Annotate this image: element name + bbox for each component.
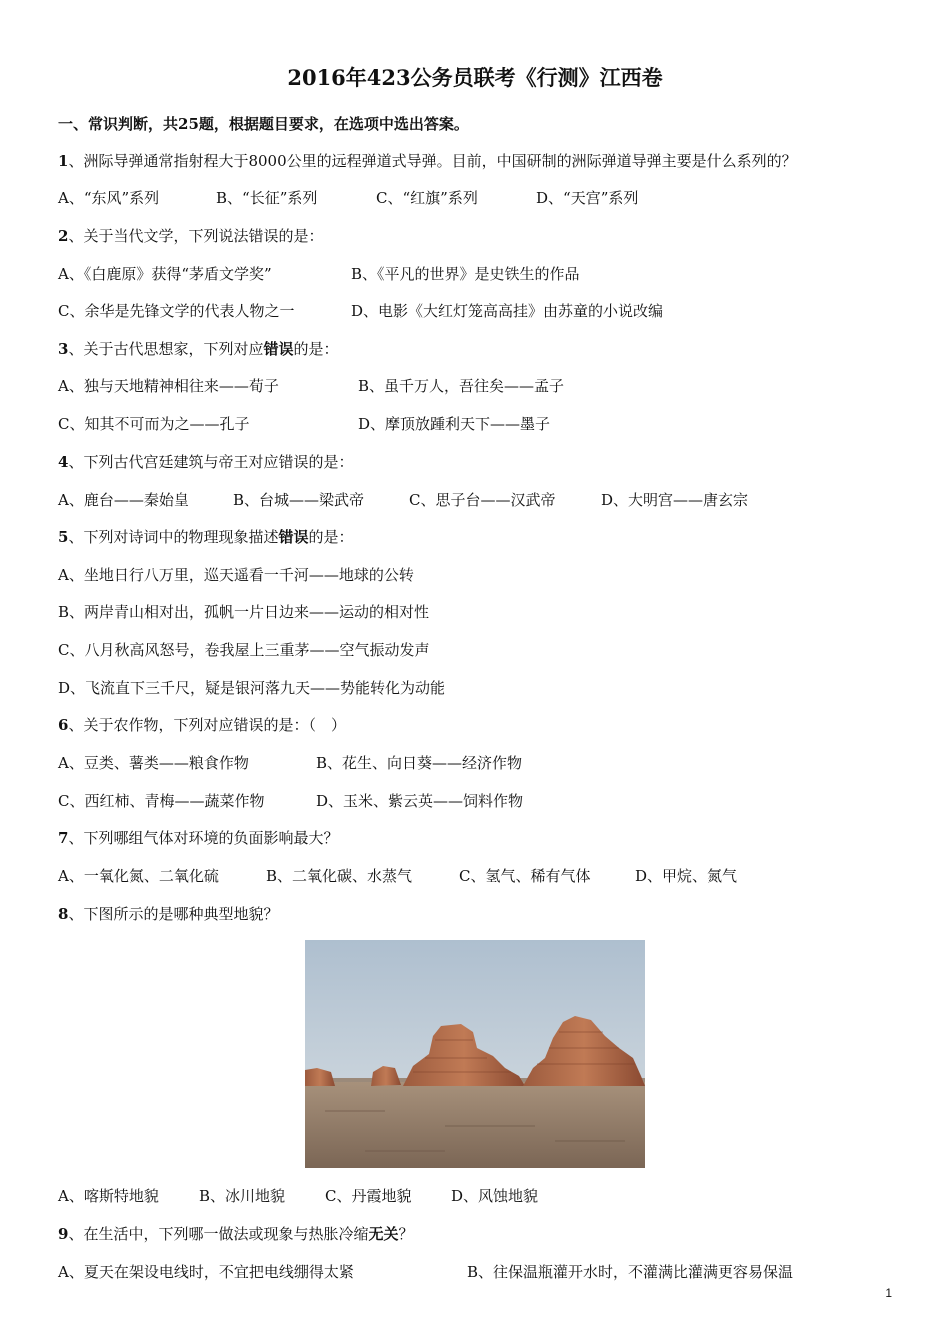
option-d: D、玉米、紫云英——饲料作物 — [316, 792, 524, 810]
options-q7 — [58, 866, 737, 886]
question-7 — [58, 828, 338, 848]
option-c: C、八月秋高风怒号，卷我屋上三重茅——空气振动发声 — [58, 641, 430, 659]
option-d: D、风蚀地貌 — [451, 1187, 539, 1205]
question-text: 、下列古代宫廷建筑与帝王对应错误的是： — [68, 453, 354, 471]
option-c: C、思子台——汉武帝 — [409, 491, 556, 509]
option-b: B、冰川地貌 — [199, 1187, 286, 1205]
option-a: A、独与天地精神相往来——荀子 — [58, 377, 279, 395]
emphasis-text: 错误 — [278, 528, 309, 546]
option-a: A、夏天在架设电线时，不宜把电线绷得太紧 — [58, 1263, 354, 1281]
option-a: A、“东风”系列 — [58, 189, 160, 207]
option-d: D、飞流直下三千尺，疑是银河落九天——势能转化为动能 — [58, 679, 446, 697]
question-1 — [58, 151, 797, 171]
question-number: 2 — [58, 227, 69, 245]
options-q2-row2 — [58, 301, 663, 321]
option-b: B、两岸青山相对出，孤帆一片日边来——运动的相对性 — [58, 603, 430, 621]
option-b: B、《平凡的世界》是史铁生的作品 — [351, 265, 580, 283]
options-q2-row1 — [58, 264, 580, 284]
option-a: A、《白鹿原》获得“茅盾文学奖” — [58, 265, 272, 283]
question-text-end: 的是： — [293, 340, 339, 358]
option-b: B、台城——梁武帝 — [233, 491, 365, 509]
question-8 — [58, 904, 278, 924]
option-b: B、花生、向日葵——经济作物 — [316, 754, 523, 772]
option-a: A、豆类、薯类——粮食作物 — [58, 754, 249, 772]
option-a: A、坐地日行八万里，巡天遥看一千河——地球的公转 — [58, 566, 414, 584]
question-number: 1 — [58, 152, 69, 170]
options-q6-row2 — [58, 791, 523, 811]
option-a: A、喀斯特地貌 — [58, 1187, 159, 1205]
question-2 — [58, 226, 323, 246]
option-d: D、甲烷、氮气 — [635, 867, 738, 885]
option-c: C、知其不可而为之——孔子 — [58, 415, 250, 433]
option-b: B、往保温瓶灌开水时，不灌满比灌满更容易保温 — [467, 1263, 794, 1281]
question-9 — [58, 1224, 413, 1244]
option-a: A、一氧化氮、二氧化硫 — [58, 867, 219, 885]
option-c: C、“红旗”系列 — [376, 189, 478, 207]
question-number: 6 — [58, 716, 69, 734]
options-q3-row2 — [58, 414, 550, 434]
question-number: 7 — [58, 829, 69, 847]
page-number: 1 — [885, 1286, 892, 1300]
option-a: A、鹿台——秦始皇 — [58, 491, 189, 509]
option-c: C、丹霞地貌 — [325, 1187, 412, 1205]
question-text: 、关于农作物，下列对应错误的是：（ ） — [68, 716, 346, 734]
option-b: B、“长征”系列 — [216, 189, 318, 207]
question-5 — [58, 527, 353, 547]
page-title: 2016年423公务员联考《行测》江西卷 — [287, 65, 663, 90]
options-q8 — [58, 1186, 538, 1206]
emphasis-text: 错误 — [263, 340, 294, 358]
options-q3-row1 — [58, 376, 564, 396]
question-text: 、在生活中，下列哪一做法或现象与热胀冷缩 — [68, 1225, 369, 1243]
option-b: B、二氧化碳、水蒸气 — [266, 867, 413, 885]
option-d: D、“天宫”系列 — [536, 189, 639, 207]
section-heading: 一、常识判断，共25题，根据题目要求，在选项中选出答案。 — [58, 115, 469, 133]
question-number: 9 — [58, 1225, 69, 1243]
option-b: B、虽千万人，吾往矣——孟子 — [358, 377, 565, 395]
options-q9 — [58, 1262, 793, 1282]
option-d: D、摩顶放踵利天下——墨子 — [358, 415, 551, 433]
option-c: C、氢气、稀有气体 — [459, 867, 591, 885]
question-text: 、关于古代思想家，下列对应 — [68, 340, 264, 358]
question-number: 8 — [58, 905, 69, 923]
question-4 — [58, 452, 353, 472]
question-text: 、关于当代文学，下列说法错误的是： — [68, 227, 324, 245]
option-c: C、余华是先锋文学的代表人物之一 — [58, 302, 295, 320]
question-text: 、下图所示的是哪种典型地貌？ — [68, 905, 279, 923]
question-text: 、下列对诗词中的物理现象描述 — [68, 528, 279, 546]
question-number: 5 — [58, 528, 69, 546]
options-q4 — [58, 490, 748, 510]
question-3 — [58, 339, 338, 359]
question-text-end: ？ — [398, 1225, 414, 1243]
question-number: 4 — [58, 453, 69, 471]
option-c: C、西红柿、青梅——蔬菜作物 — [58, 792, 265, 810]
question-text-end: 的是： — [308, 528, 354, 546]
options-q6-row1 — [58, 753, 522, 773]
option-d: D、电影《大红灯笼高高挂》由苏童的小说改编 — [351, 302, 664, 320]
question-text: 、下列哪组气体对环境的负面影响最大？ — [68, 829, 339, 847]
question-text: 、洲际导弹通常指射程大于8000公里的远程弹道式导弹。目前，中国研制的洲际弹道导弹主要是什么系列的？ — [68, 152, 797, 170]
emphasis-text: 无关 — [368, 1225, 399, 1243]
option-d: D、大明宫——唐玄宗 — [601, 491, 749, 509]
question-number: 3 — [58, 340, 69, 358]
landform-photo — [305, 940, 645, 1168]
question-6 — [58, 715, 346, 735]
options-q1 — [58, 188, 638, 208]
